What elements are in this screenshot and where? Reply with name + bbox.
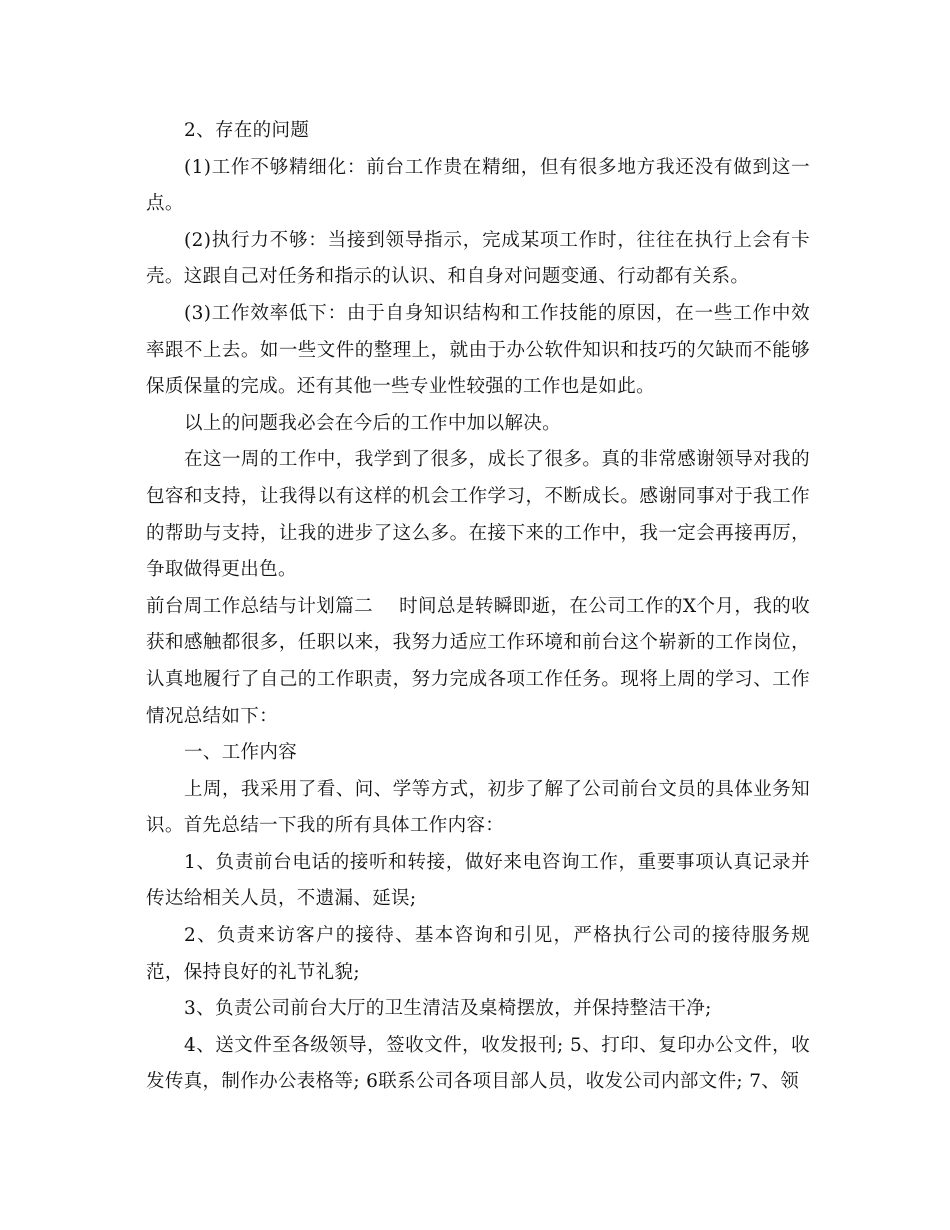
paragraph-part-two [146,589,810,735]
paragraph-duty-3: 3、负责公司前台大厅的卫生清洁及桌椅摆放，并保持整洁干净; [184,998,712,1020]
part-two-intro: 时间总是转瞬即逝，在公司工作的X个月，我的收获和感触都很多，任职以来，我努力适应工作环境和前台这个崭新的工作岗位，认真地履行了自己的工作职责，努力完成各项工作任务。现将上周的学习、工作情况总结如下： [146,595,811,727]
paragraph-resolve: 以上的问题我必会在今后的工作中加以解决。 [184,412,562,434]
paragraph-thanks: 在这一周的工作中，我学到了很多，成长了很多。真的非常感谢领导对我的包容和支持，让我得以有这样的机会工作学习，不断成长。感谢同事对于我工作的帮助与支持，让我的进步了这么多。在接下来的工作中，我一定会再接再厉，争取做得更出色。 [146,449,810,581]
part-two-heading: 前台周工作总结与计划篇二 [146,595,374,617]
document-page [146,113,810,1101]
paragraph-problems-heading: 2、存在的问题 [184,120,310,141]
paragraph-problem-3: (3)工作效率低下：由于自身知识结构和工作技能的原因，在一些工作中效率跟不上去。如一些文件的整理上，就由于办公软件知识和技巧的欠缺而不能够保质保量的完成。还有其他一些专业性较强的工作也是如此。 [146,302,810,398]
paragraph-problem-2: (2)执行力不够：当接到领导指示，完成某项工作时，往往在执行上会有卡壳。这跟自己对任务和指示的认识、和自身对问题变通、行动都有关系。 [146,229,810,288]
paragraph-work-content-intro: 上周，我采用了看、问、学等方式，初步了解了公司前台文员的具体业务知识。首先总结一下我的所有具体工作内容： [146,778,810,837]
paragraph-duty-1: 1、负责前台电话的接听和转接，做好来电咨询工作，重要事项认真记录并传达给相关人员，不遗漏、延误; [146,851,810,910]
paragraph-problem-1: (1)工作不够精细化：前台工作贵在精细，但有很多地方我还没有做到这一点。 [146,156,810,215]
paragraph-duty-2: 2、负责来访客户的接待、基本咨询和引见，严格执行公司的接待服务规范，保持良好的礼节礼貌; [146,925,810,983]
paragraph-work-content-heading: 一、工作内容 [184,742,298,764]
paragraph-duty-4-7: 4、送文件至各级领导，签收文件，收发报刊; 5、打印、复印办公文件，收发传真，制作办公表格等; 6联系公司各项目部人员，收发公司内部文件; 7、领 [146,1034,810,1093]
